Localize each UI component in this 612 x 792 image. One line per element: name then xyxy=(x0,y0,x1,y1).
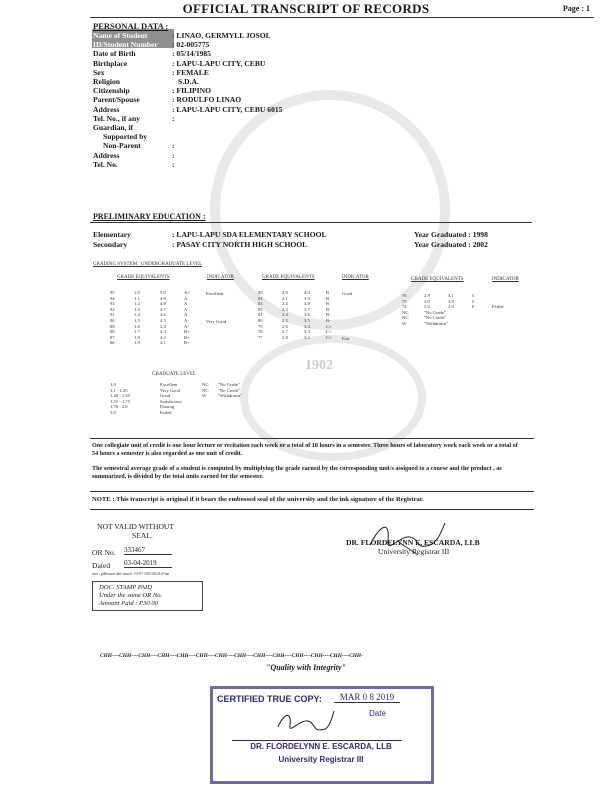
personal-label: Tel. No., if any xyxy=(93,113,140,123)
ctc-date-label: Date xyxy=(369,709,386,718)
indicator-fair: Fair xyxy=(342,336,350,341)
ctc-signature-line xyxy=(232,740,402,741)
graduate-level-table xyxy=(110,382,258,416)
g-desc-column xyxy=(160,382,202,416)
grade-cell: B- xyxy=(326,306,331,312)
grade-cell: NG xyxy=(202,382,209,387)
grade-cell: 3.3 xyxy=(304,329,310,335)
chh-divider: CHH----CHH----CHH----CHH----CHH----CHH----CHH----CHH----CHH----CHH----CHH----CHH----CHH----CHH- xyxy=(100,653,363,659)
grade-cell: A xyxy=(184,301,188,307)
grade-cell: 3.0 xyxy=(424,298,430,304)
not-valid-line-2: SEAL. xyxy=(132,531,153,540)
credit-unit-note: One collegiate unit of credit is one hour lecture or recitation each week or a total of 18 hours in a semester. Three hours of laboratory work each week or a total of 54 hours a semester is also regarded as one unit of credit. xyxy=(92,442,518,457)
b2-num-column xyxy=(282,290,304,340)
secondary-label: Secondary xyxy=(93,240,128,249)
grade-cell: C xyxy=(472,293,476,298)
grade-block-1 xyxy=(110,290,204,346)
grade-cell: 1.8 xyxy=(134,334,140,340)
grade-cell: 93 xyxy=(110,301,115,307)
grade-cell: 2.6 xyxy=(282,323,288,329)
grade-cell: 85 xyxy=(258,290,263,295)
personal-value: : FILIPINO xyxy=(172,86,212,96)
personal-label: ID/Student Number xyxy=(93,40,158,50)
grade-cell: C+ xyxy=(326,323,332,329)
grade-cell: 3.4 xyxy=(304,323,310,329)
grade-cell: 94 xyxy=(110,295,115,301)
personal-label: Sex xyxy=(93,67,105,77)
grade-cell: 1.0 xyxy=(134,290,140,295)
grade-cell: 2.3 xyxy=(282,306,288,312)
grade-cell: 4.8 xyxy=(160,301,166,307)
grade-cell: 2.2 xyxy=(282,301,288,307)
notes-divider-bottom xyxy=(90,509,534,510)
preliminary-divider xyxy=(90,222,532,223)
grade-cell: 2.9 xyxy=(424,293,430,298)
grade-cell: 95 xyxy=(110,290,115,295)
grade-cell: 2.1 xyxy=(282,295,288,301)
grade-cell: 4.4 xyxy=(160,323,166,329)
grade-cell: C xyxy=(472,298,476,304)
grade-cell: NC xyxy=(402,315,409,321)
grade-cell: C+ xyxy=(326,334,332,340)
grade-cell: 90 xyxy=(110,317,115,323)
b2-let-column xyxy=(326,290,342,340)
personal-label: Date of Birth xyxy=(93,49,136,59)
personal-label: Supported by xyxy=(103,132,148,142)
grade-cell: 3.0 xyxy=(448,298,454,304)
grade-cell: 3.9 xyxy=(304,295,310,301)
grade-cell: 87 xyxy=(110,334,115,340)
grade-cell: 4.1 xyxy=(160,340,166,346)
grade-cell: "No Grade" xyxy=(424,309,446,315)
grade-cell: 2.4 xyxy=(282,312,288,318)
grade-cell: Passing xyxy=(160,404,175,410)
grade-cell: 82 xyxy=(258,306,263,312)
registrar-title: University Registrar III xyxy=(378,547,450,556)
grade-cell: 1.1 xyxy=(134,295,140,301)
indicator-header-2: INDICATOR xyxy=(342,275,369,280)
elementary-school: : LAPU-LAPU SDA ELEMENTARY SCHOOL xyxy=(172,230,327,239)
grade-cell: 1.6 xyxy=(134,323,140,329)
grade-equivalents-header-3: GRADE EQUIVALENTS xyxy=(411,277,464,282)
grade-cell: B xyxy=(326,290,330,295)
personal-label: Non-Parent xyxy=(103,141,141,151)
grade-cell: "Withdrawn" xyxy=(218,393,243,399)
grade-cell: 1.51 - 1.75 xyxy=(110,398,130,404)
grade-cell: A- xyxy=(184,312,189,318)
grade-cell: 77 xyxy=(258,334,263,340)
personal-value: : xyxy=(172,150,175,160)
grade-cell: 1.0 xyxy=(110,382,116,387)
grade-cell: 81 xyxy=(258,312,263,318)
grade-cell: 1.9 xyxy=(134,340,140,346)
indicator-very-good: Very Good xyxy=(206,319,227,324)
grade-cell: "No Credit" xyxy=(424,315,446,321)
grade-cell: W xyxy=(402,320,407,326)
motto: "Quality with Integrity" xyxy=(265,663,346,672)
grade-cell: 91 xyxy=(110,312,115,318)
grade-cell: 3.1 xyxy=(448,293,454,298)
grade-cell: 76 xyxy=(402,293,407,298)
seal-year: 1902 xyxy=(305,358,333,373)
notes-divider-top xyxy=(90,438,534,439)
b2-num2-column xyxy=(304,290,326,340)
personal-value: : xyxy=(172,159,175,169)
grade-cell: B- xyxy=(326,317,331,323)
graduate-level-title: GRADUATE LEVEL xyxy=(152,372,197,377)
grade-cell: 2.5 xyxy=(282,317,288,323)
dated-label: Dated xyxy=(92,561,111,570)
grade-cell: B xyxy=(326,301,330,307)
secondary-year: Year Graduated : 2002 xyxy=(414,240,488,249)
personal-label: Citizenship xyxy=(93,86,130,96)
grade-cell: 3.6 xyxy=(304,312,310,318)
grade-cell: B+ xyxy=(184,329,190,335)
personal-label: Guardian, if xyxy=(93,123,134,132)
grade-cell: 2.8 xyxy=(282,334,288,340)
b3-num-column xyxy=(424,293,448,327)
personal-label: Parent/Spouse xyxy=(93,95,140,105)
b3-pct-column xyxy=(402,293,424,327)
grade-cell: A- xyxy=(184,323,189,329)
grade-block-3 xyxy=(402,293,486,327)
personal-label: Address xyxy=(93,150,120,160)
b1-num-column xyxy=(134,290,160,346)
doc-stamp-line-2: Under the same OR No. xyxy=(99,592,163,599)
personal-value: : RODULFO LINAO xyxy=(172,95,242,105)
grade-cell: F xyxy=(472,304,475,310)
elementary-year: Year Graduated : 1998 xyxy=(414,230,488,239)
grade-cell: 4.2 xyxy=(160,334,166,340)
personal-value: : LAPU-LAPU CITY, CEBU xyxy=(172,58,266,68)
or-number-value: 333467 xyxy=(124,546,172,555)
grading-system-title: GRADING SYSTEM : UNDERGRADUATE LEVEL xyxy=(93,262,203,267)
grade-cell: 4.3 xyxy=(160,329,166,335)
personal-label: Tel. No. xyxy=(93,159,118,169)
grade-cell: 4.6 xyxy=(160,312,166,318)
grade-cell: 1.76 - 2.0 xyxy=(110,404,128,410)
indicator-header-1: INDICATOR xyxy=(207,275,234,280)
grade-cell: 1.5 xyxy=(134,317,140,323)
grade-cell: Satisfactory xyxy=(160,398,182,404)
doc-stamp-box xyxy=(92,581,203,611)
g-codes-column xyxy=(202,382,218,416)
indicator-excellent: Excellent xyxy=(206,291,224,296)
personal-value: : LAPU-LAPU CITY, CEBU 6015 xyxy=(172,104,283,114)
grade-cell: 1.26 - 1.50 xyxy=(110,393,130,399)
personal-label: Address xyxy=(93,104,120,114)
b2-pct-column xyxy=(258,290,282,340)
page-number: Page : 1 xyxy=(562,4,590,13)
not-valid-line-1: NOT VALID WITHOUT xyxy=(97,522,175,531)
dated-value: 03-04-2019 xyxy=(124,559,172,568)
secondary-school: : PASAY CITY NORTH HIGH SCHOOL xyxy=(172,240,308,249)
grade-cell: 3.8 xyxy=(304,301,310,307)
elementary-label: Elementary xyxy=(93,230,131,239)
registrar-name: DR. FLORDELYNN E. ESCARDA, LLB xyxy=(346,538,480,547)
indicator-header-3: INDICATOR xyxy=(492,277,519,282)
issued-by-line: user : gilbesmar date issued : 03-07-2019 08:44:47am xyxy=(92,572,170,576)
grade-cell: 2.9 xyxy=(448,304,454,310)
personal-label: Name of Student xyxy=(93,31,148,40)
indicator-failed: Failed xyxy=(492,304,504,309)
indicator-good: Good xyxy=(342,291,353,296)
grade-cell: 74 xyxy=(402,304,407,310)
grade-cell: Excellent xyxy=(160,382,178,387)
b1-num2-column xyxy=(160,290,184,346)
average-grade-note: The semestral average grade of a student is computed by multiplying the grade earned by the corresponding unit/s assigned to a course and the product , as summarized, is divided by the total units earned for the semester. xyxy=(92,465,502,480)
grade-cell: 79 xyxy=(258,323,263,329)
ctc-signature xyxy=(270,705,340,741)
grade-cell: 1.3 xyxy=(134,306,140,312)
grade-cell: "No Credit" xyxy=(218,387,240,393)
personal-label: Religion xyxy=(93,77,121,86)
grade-cell: 1.7 xyxy=(134,329,140,335)
grade-cell: 84 xyxy=(258,295,263,301)
grade-cell: 2.7 xyxy=(282,329,288,335)
grade-cell: "Withdrawn" xyxy=(424,320,449,326)
personal-value: : xyxy=(172,141,175,151)
personal-value: S.D.A. xyxy=(178,77,199,86)
grade-cell: 88 xyxy=(110,329,115,335)
grade-cell: A xyxy=(184,295,188,301)
grade-cell: 1.1 - 1.25 xyxy=(110,387,128,393)
personal-data-heading: PERSONAL DATA : xyxy=(93,21,169,31)
grade-cell: B- xyxy=(326,312,331,318)
personal-value: : FEMALE xyxy=(172,67,209,77)
doc-stamp-line-3: Amount Paid : P30.00 xyxy=(99,600,158,607)
ctc-date: MAR 0 8 2019 xyxy=(334,692,400,703)
b1-let-column xyxy=(184,290,204,346)
preliminary-education-heading: PRELIMINARY EDUCATION : xyxy=(93,212,206,221)
g-nums-column xyxy=(110,382,160,416)
grade-cell: 89 xyxy=(110,323,115,329)
ctc-label: CERTIFIED TRUE COPY: xyxy=(217,694,322,704)
b3-num2-column xyxy=(448,293,472,327)
personal-value: : 05/14/1985 xyxy=(172,49,212,59)
grade-cell: A- xyxy=(184,317,189,323)
grade-cell: 80 xyxy=(258,317,263,323)
grade-cell: A+ xyxy=(184,290,190,295)
grade-cell: A xyxy=(184,306,188,312)
doc-stamp-line-1: DOC. STAMP PAID xyxy=(99,584,152,591)
grade-cell: Very Good xyxy=(160,387,181,393)
grade-cell: 1.2 xyxy=(134,301,140,307)
grade-cell: 4.5 xyxy=(160,317,166,323)
grade-cell: B+ xyxy=(184,334,190,340)
grade-block-2 xyxy=(258,290,342,340)
grade-cell: 3.7 xyxy=(304,306,310,312)
authenticity-note: NOTE : This transcript is original if it bears the embossed seal of the university and the ink signature of the Registrar. xyxy=(92,496,424,503)
grade-cell: Failed xyxy=(160,409,172,415)
grade-cell: 1.4 xyxy=(134,312,140,318)
grade-cell: B+ xyxy=(184,340,190,346)
grade-cell: 2.0 xyxy=(282,290,288,295)
grade-cell: 4.9 xyxy=(160,295,166,301)
grade-cell: 78 xyxy=(258,329,263,335)
grade-cell: "No Grade" xyxy=(218,382,240,387)
document-title: OFFICIAL TRANSCRIPT OF RECORDS xyxy=(182,1,430,16)
grade-cell: W xyxy=(202,393,207,399)
grade-cell: 4.0 xyxy=(304,290,310,295)
notes-divider-mid xyxy=(90,491,534,492)
personal-label: Birthplace xyxy=(93,58,128,68)
grade-cell: 86 xyxy=(110,340,115,346)
grade-cell: NC xyxy=(202,387,209,393)
or-number-label: OR No. xyxy=(92,548,116,557)
grade-cell: 3.0 xyxy=(110,409,116,415)
grade-cell: B xyxy=(326,295,330,301)
grade-equivalents-header-2: GRADE EQUIVALENTS xyxy=(262,275,315,280)
grade-cell: Good xyxy=(160,393,171,399)
grade-cell: 5.0 xyxy=(424,304,430,310)
personal-value: : LINAO, GERMYLL JOSOL xyxy=(172,31,271,40)
grade-cell: NG xyxy=(402,309,409,315)
ctc-registrar-name: DR. FLORDELYNN E. ESCARDA, LLB xyxy=(250,742,392,751)
b1-pct-column xyxy=(110,290,134,346)
grade-cell: 3.2 xyxy=(304,334,310,340)
grade-cell: 5.0 xyxy=(160,290,166,295)
grade-cell: 83 xyxy=(258,301,263,307)
personal-value: : 02-005775 xyxy=(172,40,210,50)
header-divider xyxy=(90,17,594,18)
grade-equivalents-header-1: GRADE EQUIVALENTS xyxy=(117,275,170,280)
ctc-registrar-title: University Registrar III xyxy=(278,755,364,764)
g-codes-desc-column xyxy=(218,382,258,416)
grade-cell: 4.7 xyxy=(160,306,166,312)
grade-cell: 92 xyxy=(110,306,115,312)
b3-let-column xyxy=(472,293,486,327)
grade-cell: 75 xyxy=(402,298,407,304)
grade-cell: 3.5 xyxy=(304,317,310,323)
personal-value: : xyxy=(172,113,175,123)
grade-cell: C+ xyxy=(326,329,332,335)
